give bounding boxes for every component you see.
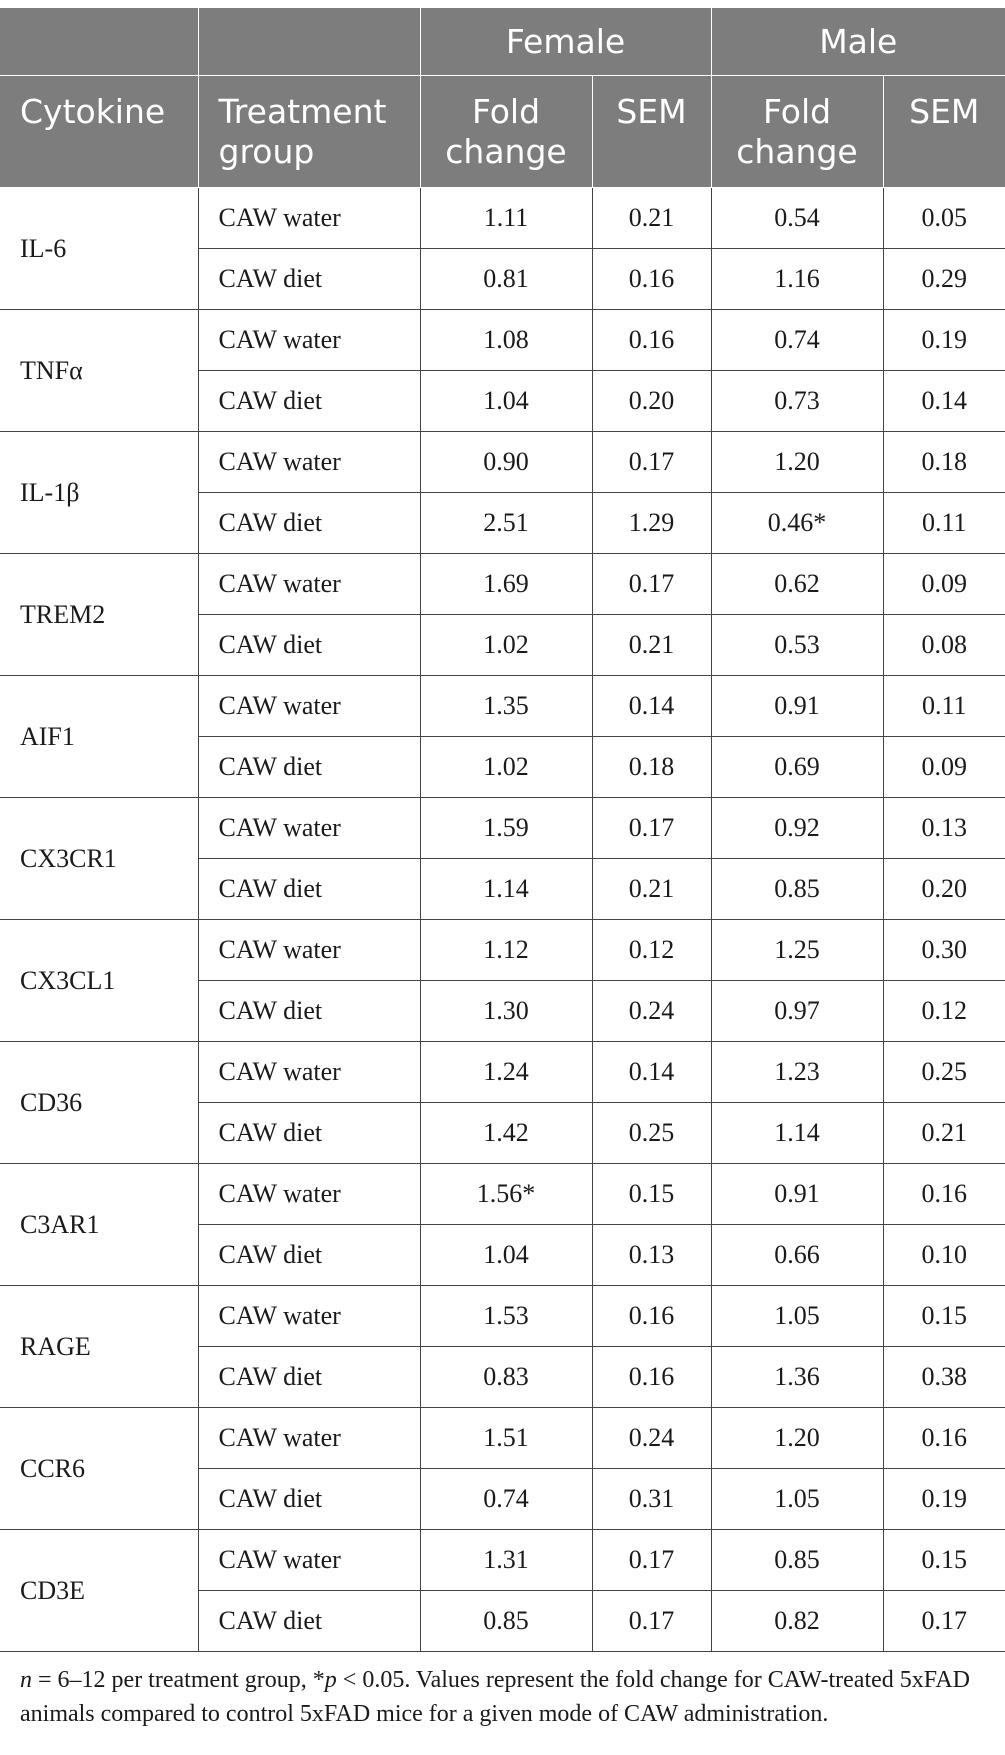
treatment-group-cell: CAW diet xyxy=(198,371,420,432)
male-sem-cell: 0.20 xyxy=(883,859,1005,920)
male-sem-cell: 0.14 xyxy=(883,371,1005,432)
header-female-fold-change: Fold change xyxy=(420,76,592,188)
cytokine-name-cell: CD36 xyxy=(0,1042,198,1164)
male-fold-change-cell: 0.85 xyxy=(711,1530,883,1591)
header-cytokine: Cytokine xyxy=(0,76,198,188)
male-fold-change-cell: 0.53 xyxy=(711,615,883,676)
female-fold-change-cell: 1.04 xyxy=(420,1225,592,1286)
footnote-p-symbol: p xyxy=(324,1667,337,1693)
male-fold-change-cell: 0.69 xyxy=(711,737,883,798)
cytokine-name-cell: AIF1 xyxy=(0,676,198,798)
female-fold-change-cell: 1.08 xyxy=(420,310,592,371)
footnote-n-symbol: n xyxy=(20,1667,32,1693)
female-fold-change-cell: 1.12 xyxy=(420,920,592,981)
female-fold-change-cell: 0.90 xyxy=(420,432,592,493)
female-sem-cell: 0.12 xyxy=(592,920,711,981)
treatment-group-cell: CAW diet xyxy=(198,1103,420,1164)
male-sem-cell: 0.11 xyxy=(883,676,1005,737)
female-sem-cell: 0.14 xyxy=(592,1042,711,1103)
treatment-group-cell: CAW diet xyxy=(198,981,420,1042)
male-fold-change-cell: 0.74 xyxy=(711,310,883,371)
male-fold-change-cell: 0.73 xyxy=(711,371,883,432)
female-fold-change-cell: 1.56* xyxy=(420,1164,592,1225)
male-sem-cell: 0.09 xyxy=(883,554,1005,615)
treatment-group-cell: CAW diet xyxy=(198,737,420,798)
male-fold-change-cell: 0.82 xyxy=(711,1591,883,1652)
male-sem-cell: 0.18 xyxy=(883,432,1005,493)
treatment-group-cell: CAW diet xyxy=(198,859,420,920)
male-sem-cell: 0.21 xyxy=(883,1103,1005,1164)
cytokine-name-cell: RAGE xyxy=(0,1286,198,1408)
male-fold-change-cell: 0.66 xyxy=(711,1225,883,1286)
female-fold-change-cell: 0.85 xyxy=(420,1591,592,1652)
treatment-group-cell: CAW water xyxy=(198,310,420,371)
footnote-p-text: < 0.05. Values represent the fold change for CAW-treated 5xFAD animals compared to control 5xFAD mice for a given mode of CAW administration. xyxy=(20,1667,971,1727)
treatment-group-cell: CAW diet xyxy=(198,1469,420,1530)
header-group-row xyxy=(0,8,1005,76)
male-fold-change-cell: 1.36 xyxy=(711,1347,883,1408)
male-fold-change-cell: 1.16 xyxy=(711,249,883,310)
male-fold-change-cell: 0.91 xyxy=(711,1164,883,1225)
male-fold-change-cell: 0.54 xyxy=(711,188,883,249)
table-row xyxy=(0,1042,1005,1103)
treatment-group-cell: CAW water xyxy=(198,432,420,493)
female-fold-change-cell: 0.74 xyxy=(420,1469,592,1530)
male-sem-cell: 0.10 xyxy=(883,1225,1005,1286)
table-footnote xyxy=(20,1663,990,1731)
male-fold-change-cell: 0.62 xyxy=(711,554,883,615)
cytokine-name-cell: IL-6 xyxy=(0,188,198,310)
female-fold-change-cell: 2.51 xyxy=(420,493,592,554)
male-sem-cell: 0.08 xyxy=(883,615,1005,676)
male-sem-cell: 0.17 xyxy=(883,1591,1005,1652)
table-row xyxy=(0,798,1005,859)
footnote-n-text: = 6–12 per treatment group, * xyxy=(32,1667,325,1693)
female-fold-change-cell: 1.69 xyxy=(420,554,592,615)
male-fold-change-cell: 0.91 xyxy=(711,676,883,737)
treatment-group-cell: CAW water xyxy=(198,1530,420,1591)
female-fold-change-cell: 1.02 xyxy=(420,615,592,676)
treatment-group-cell: CAW water xyxy=(198,188,420,249)
male-fold-change-cell: 1.20 xyxy=(711,432,883,493)
female-sem-cell: 0.16 xyxy=(592,249,711,310)
treatment-group-cell: CAW water xyxy=(198,1408,420,1469)
treatment-group-cell: CAW diet xyxy=(198,493,420,554)
male-sem-cell: 0.09 xyxy=(883,737,1005,798)
cytokine-name-cell: TNFα xyxy=(0,310,198,432)
female-sem-cell: 0.18 xyxy=(592,737,711,798)
treatment-group-cell: CAW diet xyxy=(198,615,420,676)
table-row xyxy=(0,920,1005,981)
table-row xyxy=(0,1286,1005,1347)
male-sem-cell: 0.25 xyxy=(883,1042,1005,1103)
female-sem-cell: 0.17 xyxy=(592,432,711,493)
treatment-group-cell: CAW diet xyxy=(198,249,420,310)
male-fold-change-cell: 0.92 xyxy=(711,798,883,859)
table-row xyxy=(0,188,1005,249)
header-empty-cell xyxy=(198,8,420,76)
female-fold-change-cell: 0.81 xyxy=(420,249,592,310)
male-sem-cell: 0.15 xyxy=(883,1530,1005,1591)
female-sem-cell: 0.24 xyxy=(592,981,711,1042)
female-sem-cell: 0.20 xyxy=(592,371,711,432)
table-row xyxy=(0,554,1005,615)
female-fold-change-cell: 1.30 xyxy=(420,981,592,1042)
male-sem-cell: 0.30 xyxy=(883,920,1005,981)
male-fold-change-cell: 1.05 xyxy=(711,1286,883,1347)
female-sem-cell: 0.14 xyxy=(592,676,711,737)
male-fold-change-cell: 1.23 xyxy=(711,1042,883,1103)
female-sem-cell: 0.16 xyxy=(592,1286,711,1347)
male-sem-cell: 0.19 xyxy=(883,310,1005,371)
header-male-fold-change: Fold change xyxy=(711,76,883,188)
treatment-group-cell: CAW diet xyxy=(198,1591,420,1652)
female-fold-change-cell: 1.02 xyxy=(420,737,592,798)
treatment-group-cell: CAW water xyxy=(198,676,420,737)
male-fold-change-cell: 1.25 xyxy=(711,920,883,981)
female-sem-cell: 0.25 xyxy=(592,1103,711,1164)
header-treatment-group: Treatment group xyxy=(198,76,420,188)
male-sem-cell: 0.13 xyxy=(883,798,1005,859)
header-female-sem: SEM xyxy=(592,76,711,188)
cytokine-name-cell: CD3E xyxy=(0,1530,198,1652)
female-fold-change-cell: 1.35 xyxy=(420,676,592,737)
female-sem-cell: 0.21 xyxy=(592,615,711,676)
female-sem-cell: 0.17 xyxy=(592,1530,711,1591)
female-fold-change-cell: 1.42 xyxy=(420,1103,592,1164)
treatment-group-cell: CAW water xyxy=(198,554,420,615)
male-fold-change-cell: 1.14 xyxy=(711,1103,883,1164)
table-row xyxy=(0,310,1005,371)
female-fold-change-cell: 1.11 xyxy=(420,188,592,249)
header-empty-cell xyxy=(0,8,198,76)
male-sem-cell: 0.29 xyxy=(883,249,1005,310)
male-sem-cell: 0.16 xyxy=(883,1408,1005,1469)
male-sem-cell: 0.12 xyxy=(883,981,1005,1042)
female-sem-cell: 0.15 xyxy=(592,1164,711,1225)
treatment-group-cell: CAW diet xyxy=(198,1225,420,1286)
female-sem-cell: 0.16 xyxy=(592,310,711,371)
table-row xyxy=(0,432,1005,493)
female-sem-cell: 0.24 xyxy=(592,1408,711,1469)
cytokine-name-cell: CX3CL1 xyxy=(0,920,198,1042)
female-fold-change-cell: 1.59 xyxy=(420,798,592,859)
header-male-sem: SEM xyxy=(883,76,1005,188)
male-sem-cell: 0.38 xyxy=(883,1347,1005,1408)
cytokine-name-cell: IL-1β xyxy=(0,432,198,554)
female-fold-change-cell: 0.83 xyxy=(420,1347,592,1408)
female-sem-cell: 1.29 xyxy=(592,493,711,554)
male-fold-change-cell: 1.05 xyxy=(711,1469,883,1530)
female-fold-change-cell: 1.51 xyxy=(420,1408,592,1469)
cytokine-name-cell: C3AR1 xyxy=(0,1164,198,1286)
cytokine-name-cell: CCR6 xyxy=(0,1408,198,1530)
cytokine-name-cell: TREM2 xyxy=(0,554,198,676)
table-row xyxy=(0,1530,1005,1591)
male-fold-change-cell: 0.85 xyxy=(711,859,883,920)
female-sem-cell: 0.31 xyxy=(592,1469,711,1530)
header-column-row xyxy=(0,76,1005,188)
header-male-group: Male xyxy=(711,8,1005,76)
table-row xyxy=(0,1408,1005,1469)
female-sem-cell: 0.21 xyxy=(592,859,711,920)
male-sem-cell: 0.11 xyxy=(883,493,1005,554)
female-fold-change-cell: 1.14 xyxy=(420,859,592,920)
treatment-group-cell: CAW water xyxy=(198,1164,420,1225)
female-sem-cell: 0.21 xyxy=(592,188,711,249)
header-female-group: Female xyxy=(420,8,711,76)
cytokine-table-container xyxy=(0,8,1005,1652)
treatment-group-cell: CAW water xyxy=(198,1042,420,1103)
female-fold-change-cell: 1.04 xyxy=(420,371,592,432)
male-fold-change-cell: 0.97 xyxy=(711,981,883,1042)
female-fold-change-cell: 1.31 xyxy=(420,1530,592,1591)
cytokine-fold-change-table xyxy=(0,8,1005,1652)
table-row xyxy=(0,676,1005,737)
cytokine-name-cell: CX3CR1 xyxy=(0,798,198,920)
table-header xyxy=(0,8,1005,188)
treatment-group-cell: CAW water xyxy=(198,798,420,859)
female-fold-change-cell: 1.24 xyxy=(420,1042,592,1103)
male-sem-cell: 0.19 xyxy=(883,1469,1005,1530)
female-sem-cell: 0.17 xyxy=(592,798,711,859)
table-body xyxy=(0,188,1005,1652)
table-row xyxy=(0,1164,1005,1225)
treatment-group-cell: CAW water xyxy=(198,1286,420,1347)
female-fold-change-cell: 1.53 xyxy=(420,1286,592,1347)
male-sem-cell: 0.15 xyxy=(883,1286,1005,1347)
male-sem-cell: 0.05 xyxy=(883,188,1005,249)
male-fold-change-cell: 1.20 xyxy=(711,1408,883,1469)
treatment-group-cell: CAW water xyxy=(198,920,420,981)
male-sem-cell: 0.16 xyxy=(883,1164,1005,1225)
female-sem-cell: 0.17 xyxy=(592,554,711,615)
treatment-group-cell: CAW diet xyxy=(198,1347,420,1408)
female-sem-cell: 0.17 xyxy=(592,1591,711,1652)
female-sem-cell: 0.13 xyxy=(592,1225,711,1286)
male-fold-change-cell: 0.46* xyxy=(711,493,883,554)
female-sem-cell: 0.16 xyxy=(592,1347,711,1408)
